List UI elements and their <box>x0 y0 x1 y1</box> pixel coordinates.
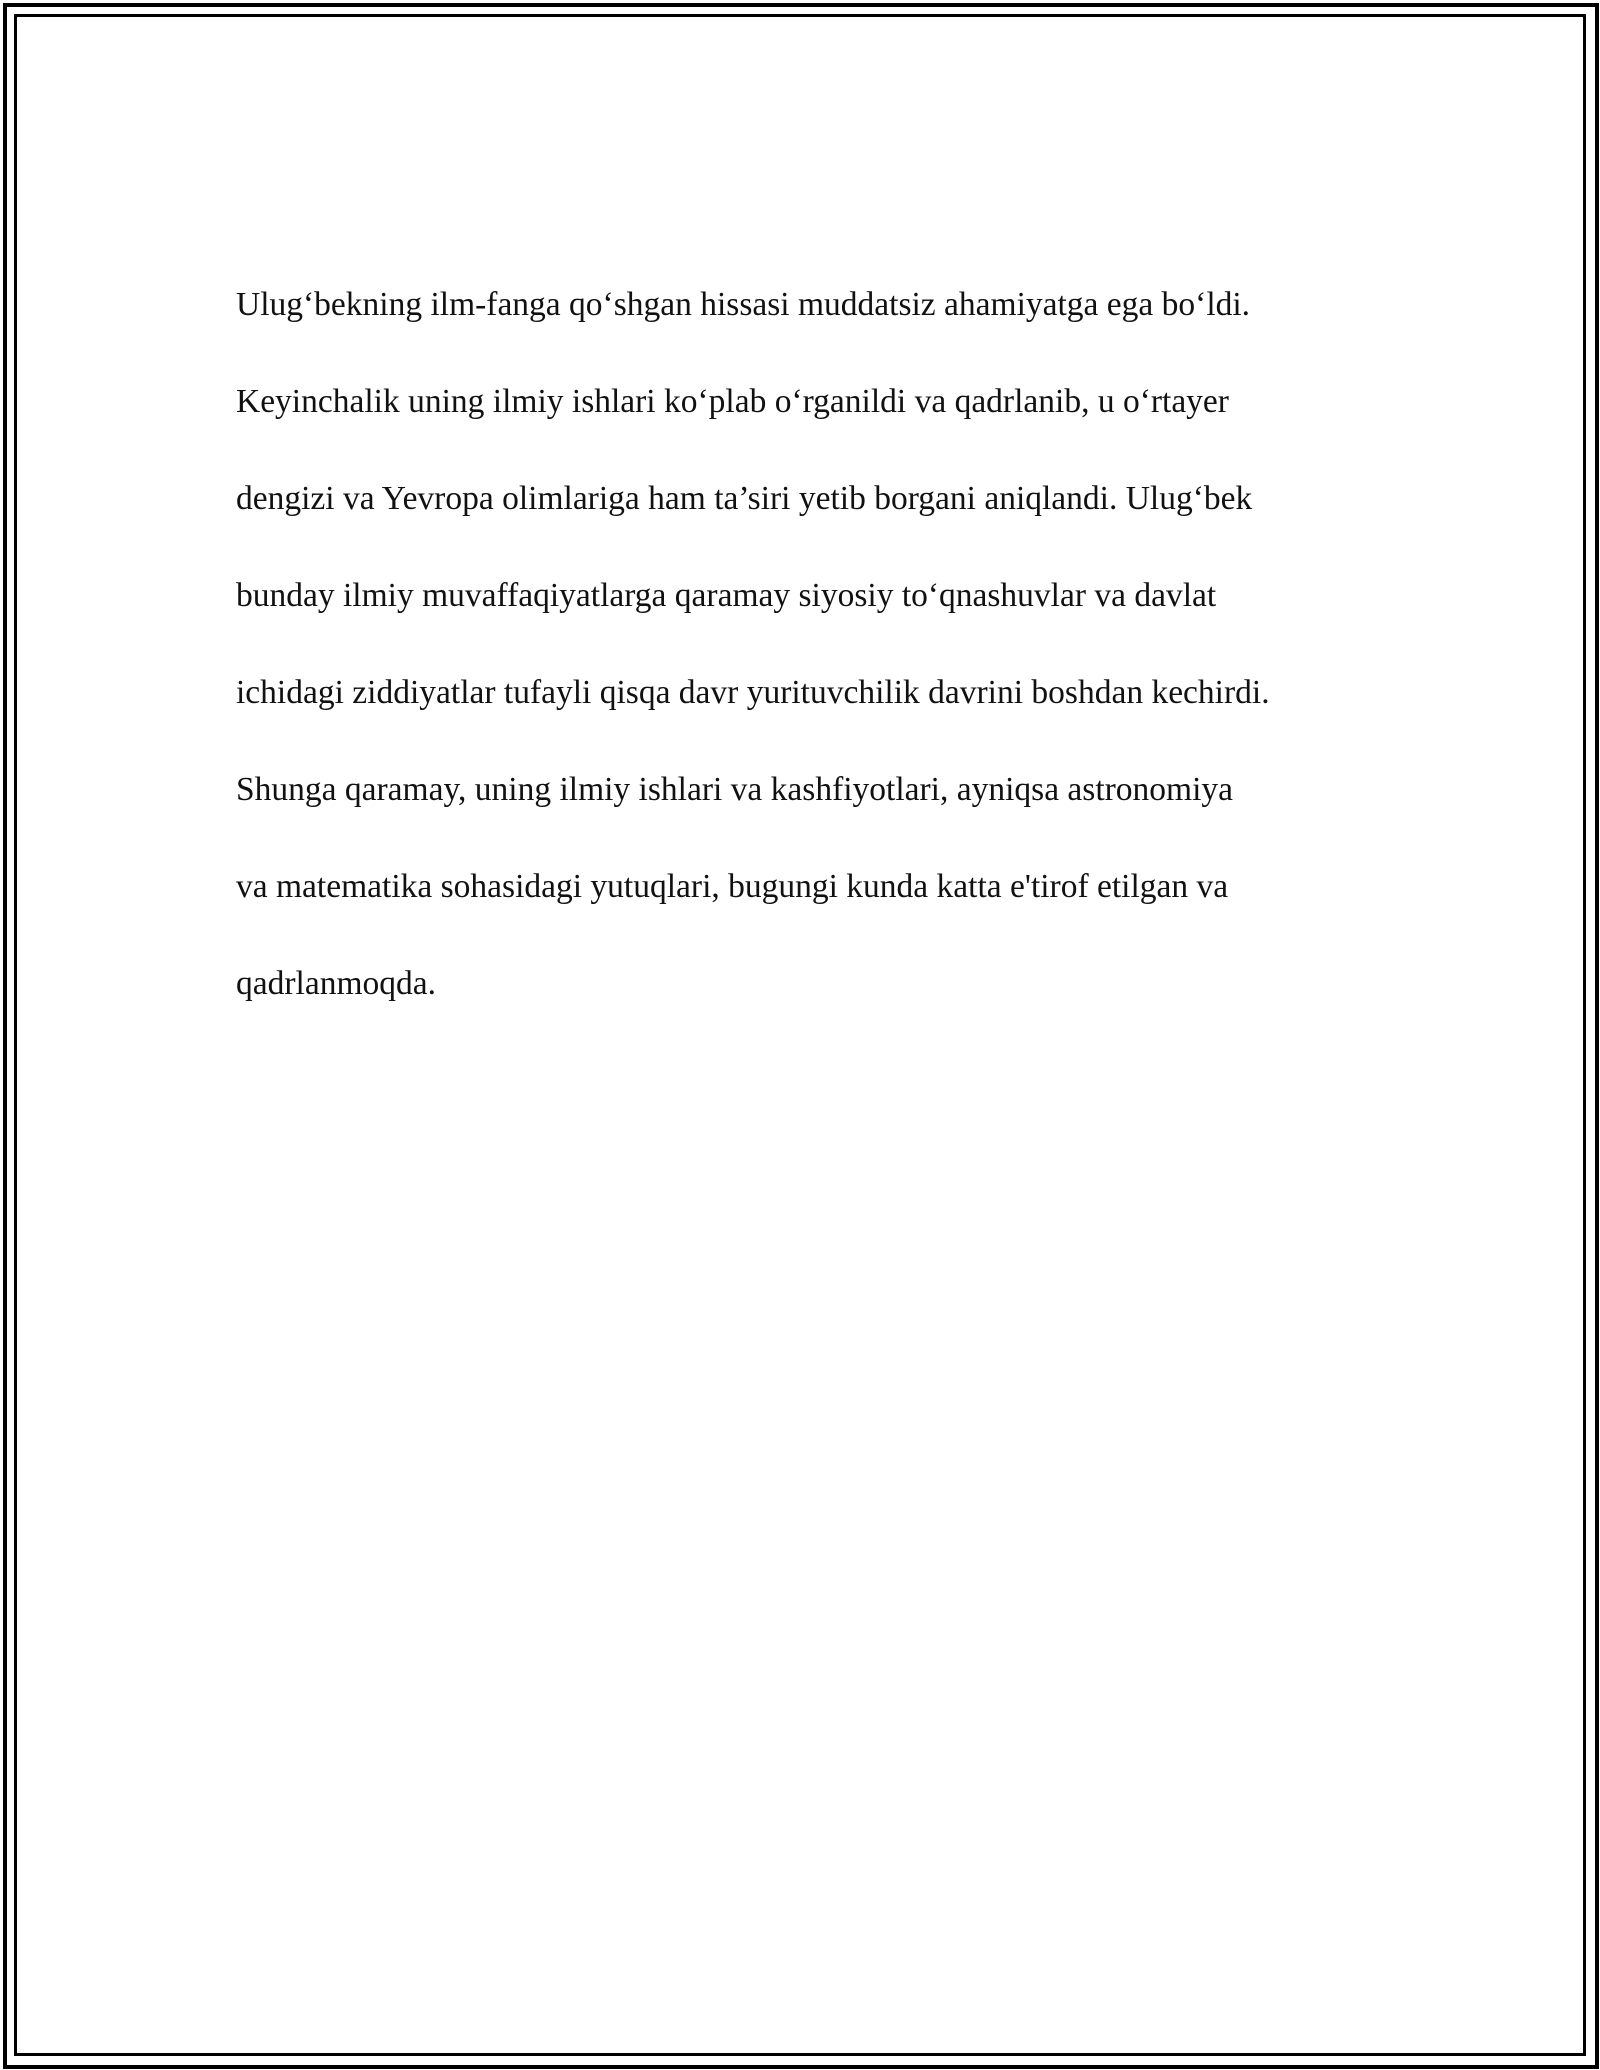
paragraph-line: qadrlanmoqda. <box>236 964 437 1002</box>
paragraph-line: ichidagi ziddiyatlar tufayli qisqa davr yurituvchilik davrini boshdan kechirdi. <box>236 673 1270 711</box>
paragraph-line: bunday ilmiy muvaffaqiyatlarga qaramay siyosiy to‘qnashuvlar va davlat <box>236 576 1217 614</box>
body-paragraph <box>236 232 1376 1008</box>
paragraph-line: Keyinchalik uning ilmiy ishlari ko‘plab o‘rganildi va qadrlanib, u o‘rtayer <box>236 382 1229 420</box>
paragraph-line: dengizi va Yevropa olimlariga ham ta’siri yetib borgani aniqlandi. Ulug‘bek <box>236 479 1253 517</box>
document-body <box>236 232 1376 1008</box>
paragraph-line: va matematika sohasidagi yutuqlari, bugungi kunda katta e'tirof etilgan va <box>236 867 1229 905</box>
paragraph-line: Shunga qaramay, uning ilmiy ishlari va kashfiyotlari, ayniqsa astronomiya <box>236 770 1234 808</box>
paragraph-line: Ulug‘bekning ilm-fanga qo‘shgan hissasi muddatsiz ahamiyatga ega bo‘ldi. <box>236 285 1251 323</box>
